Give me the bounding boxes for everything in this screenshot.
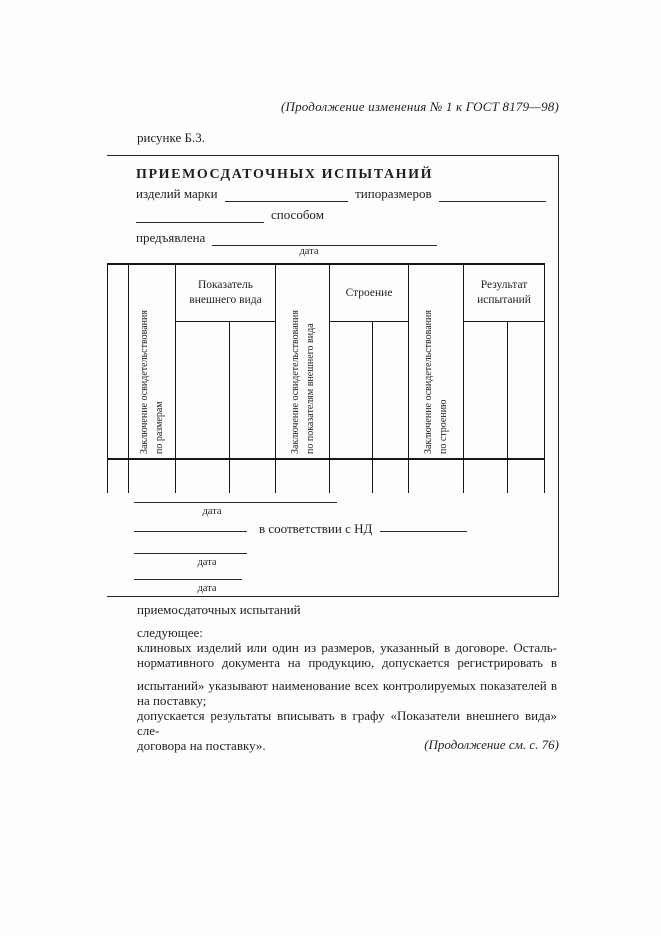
form-row-presented <box>136 230 546 246</box>
header-line: испытаний <box>477 294 531 306</box>
blank-field-presented-date <box>212 232 437 246</box>
column-header-test-result <box>464 265 544 322</box>
blank-field-method <box>136 209 264 223</box>
note-line: следующее: <box>137 625 203 640</box>
method-label: способом <box>271 207 324 222</box>
date-caption-3: дата <box>197 583 217 594</box>
page-header-continuation-note: (Продолжение изменения № 1 к ГОСТ 8179—98) <box>280 99 559 114</box>
result-subcolumns <box>464 322 544 493</box>
acceptance-results-table <box>107 263 545 493</box>
appearance-subcell-right <box>230 322 275 493</box>
note-line: нормативного документа на продукцию, допускается регистрировать в <box>137 655 557 670</box>
rotated-header-line: по строению <box>438 399 449 454</box>
rotated-header-line: по размерам <box>154 401 165 454</box>
form-row-method <box>136 207 546 223</box>
presented-label: предъявлена <box>136 230 206 245</box>
note-line: испытаний» указывают наименование всех контролируемых показателей в <box>137 678 557 693</box>
rotated-header-line: Заключение освидетельствования <box>139 310 150 454</box>
rotated-header-conclusion-appearance <box>288 268 318 454</box>
header-line: Показатель <box>197 279 254 292</box>
header-line: Результат <box>480 279 528 292</box>
note-line: допускается результаты вписывать в графу «Показатели внешнего вида» сле- <box>137 708 557 738</box>
blank-field-nd-left <box>134 531 247 532</box>
products-brand-label: изделий марки <box>136 186 218 201</box>
header-line: Строение <box>345 286 393 299</box>
rotated-header-conclusion-structure <box>421 268 451 454</box>
blank-field-nd-right <box>380 531 467 532</box>
appearance-subcell-left <box>176 322 230 493</box>
note-line: договора на поставку». <box>137 738 266 753</box>
acceptance-test-form <box>107 155 559 597</box>
column-header-appearance <box>176 265 275 322</box>
structure-subcell-right <box>373 322 408 493</box>
column-header-structure <box>330 265 408 322</box>
page-footer-continuation-note: (Продолжение см. с. 76) <box>424 737 559 752</box>
blank-field-type-sizes <box>439 188 546 202</box>
notes-block <box>137 602 557 753</box>
signature-line-1 <box>134 502 337 503</box>
signature-line-2 <box>134 553 247 554</box>
note-line: на поставку; <box>137 693 207 708</box>
header-line: внешнего вида <box>189 294 262 306</box>
result-subcell-left <box>464 322 508 493</box>
blank-field-products-brand <box>225 188 349 202</box>
type-sizes-label: типоразмеров <box>355 186 432 201</box>
signature-line-3 <box>134 579 242 580</box>
rotated-header-line: Заключение освидетельствования <box>289 310 301 454</box>
note-line: приемосдаточных испытаний <box>137 602 301 617</box>
structure-subcell-left <box>330 322 373 493</box>
appearance-subcolumns <box>176 322 275 493</box>
structure-subcolumns <box>330 322 408 493</box>
date-caption-1: дата <box>202 506 222 517</box>
rotated-header-line: по показателям внешнего вида <box>304 323 316 454</box>
date-caption-presented: дата <box>299 246 319 257</box>
form-row-products <box>136 186 546 202</box>
result-subcell-right <box>508 322 544 493</box>
figure-reference: рисунке Б.3. <box>137 130 205 145</box>
rotated-header-line: Заключение освидетельствования <box>423 310 434 454</box>
table-header-separator <box>108 458 545 460</box>
rotated-header-conclusion-sizes <box>137 268 167 454</box>
form-title: ПРИЕМОСДАТОЧНЫХ ИСПЫТАНИЙ <box>136 167 434 182</box>
nd-compliance-label: в соответствии с НД <box>259 521 373 536</box>
note-line: клиновых изделий или один из размеров, указанный в договоре. Осталь- <box>137 640 557 655</box>
date-caption-2: дата <box>197 557 217 568</box>
